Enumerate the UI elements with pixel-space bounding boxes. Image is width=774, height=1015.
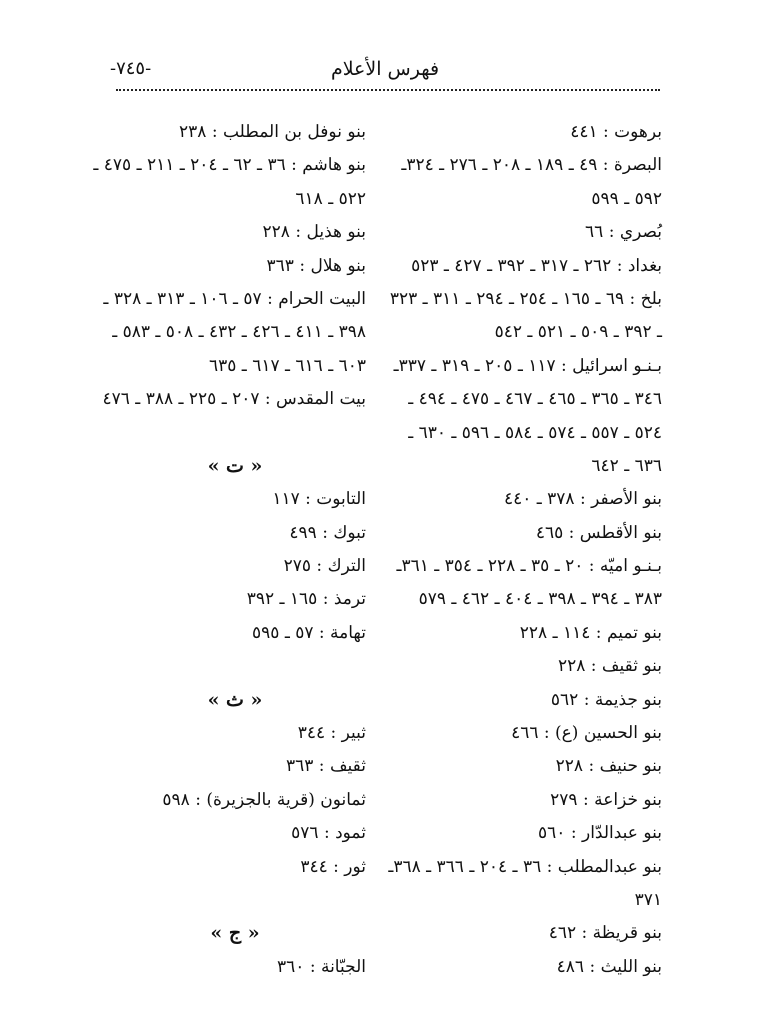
letter-heading-tha: « ث » bbox=[207, 688, 263, 711]
index-entry: بيت المقدس : ٢٠٧ ـ ٢٢٥ ـ ٣٨٨ ـ ٤٧٦ bbox=[102, 389, 366, 410]
index-entry-continuation: ٦٣٦ ـ ٦٤٢ bbox=[591, 455, 662, 476]
index-entry: بنو هلال : ٣٦٣ bbox=[266, 255, 366, 276]
index-entry-continuation: ٥٢٤ ـ ٥٥٧ ـ ٥٧٤ ـ ٥٨٤ ـ ٥٩٦ ـ ٦٣٠ ـ bbox=[408, 422, 662, 443]
index-entry-continuation: ٣٨٣ ـ ٣٩٤ ـ ٣٩٨ ـ ٤٠٤ ـ ٤٦٢ ـ ٥٧٩ bbox=[418, 589, 662, 610]
index-entry: بلخ : ٦٩ ـ ١٦٥ ـ ٢٥٤ ـ ٢٩٤ ـ ٣١١ ـ ٣٢٣ bbox=[389, 288, 662, 309]
index-entry-continuation: ٥٩٢ ـ ٥٩٩ bbox=[591, 188, 662, 209]
index-entry: بنو تميم : ١١٤ ـ ٢٢٨ bbox=[519, 622, 662, 643]
index-entry: الجبّانة : ٣٦٠ bbox=[277, 956, 366, 977]
index-entry: بنو الأقطس : ٤٦٥ bbox=[535, 522, 662, 543]
index-entry: بنو عبدالدّار : ٥٦٠ bbox=[538, 823, 662, 844]
index-entry: بنو حنيف : ٢٢٨ bbox=[555, 756, 662, 777]
index-entry: ثمانون (قرية بالجزيرة) : ٥٩٨ bbox=[162, 789, 366, 810]
index-entry: تبوك : ٤٩٩ bbox=[289, 522, 366, 543]
index-entry: بنو الحسين (ع) : ٤٦٦ bbox=[511, 723, 662, 744]
index-entry: البصرة : ٤٩ ـ ١٨٩ ـ ٢٠٨ ـ ٢٧٦ ـ ٣٢٤ـ bbox=[401, 155, 662, 176]
letter-heading-ta: « ت » bbox=[207, 454, 263, 477]
index-entry: التابوت : ١١٧ bbox=[272, 489, 366, 510]
spacer bbox=[104, 884, 366, 917]
index-entry: تهامة : ٥٧ ـ ٥٩٥ bbox=[252, 622, 366, 643]
index-entry: ثقيف : ٣٦٣ bbox=[286, 756, 366, 777]
spacer bbox=[104, 417, 366, 450]
index-entry-continuation: ٣٤٦ ـ ٣٦٥ ـ ٤٦٥ ـ ٤٦٧ ـ ٤٧٥ ـ ٤٩٤ ـ bbox=[408, 389, 662, 410]
index-entry: الترك : ٢٧٥ bbox=[283, 556, 366, 577]
index-entry: ثبير : ٣٤٤ bbox=[297, 723, 366, 744]
index-entry-continuation: ٦٠٣ ـ ٦١٦ ـ ٦١٧ ـ ٦٣٥ bbox=[208, 355, 366, 376]
index-entry: بنو الليث : ٤٨٦ bbox=[556, 956, 662, 977]
index-entry-continuation: ـ ٣٩٢ ـ ٥٠٩ ـ ٥٢١ ـ ٥٤٢ bbox=[494, 322, 662, 343]
index-entry: بنو قريظة : ٤٦٢ bbox=[548, 923, 662, 944]
header-divider bbox=[116, 89, 660, 91]
index-entry: بغداد : ٢٦٢ ـ ٣١٧ ـ ٣٩٢ ـ ٤٢٧ ـ ٥٢٣ bbox=[411, 255, 662, 276]
index-entry: بـنـو اسرائيل : ١١٧ ـ ٢٠٥ ـ ٣١٩ ـ ٣٣٧ـ bbox=[393, 355, 662, 376]
index-entry: بنو هاشم : ٣٦ ـ ٦٢ ـ ٢٠٤ ـ ٢١١ ـ ٤٧٥ ـ bbox=[93, 155, 366, 176]
index-column-right bbox=[388, 116, 662, 984]
index-entry-continuation: ٥٢٢ ـ ٦١٨ bbox=[295, 188, 366, 209]
page-header bbox=[110, 58, 660, 88]
index-entry: بنو عبدالمطلب : ٣٦ ـ ٢٠٤ ـ ٣٦٦ ـ ٣٦٨ـ bbox=[388, 856, 662, 877]
index-column-left bbox=[93, 116, 366, 984]
index-entry: ترمذ : ١٦٥ ـ ٣٩٢ bbox=[246, 589, 366, 610]
page-number: -٧٤٥- bbox=[110, 58, 152, 79]
index-entry: بنو نوفل بن المطلب : ٢٣٨ bbox=[179, 122, 366, 142]
index-entry-continuation: ٣٩٨ ـ ٤١١ ـ ٤٢٦ ـ ٤٣٢ ـ ٥٠٨ ـ ٥٨٣ ـ bbox=[112, 322, 366, 343]
index-entry: بُصري : ٦٦ bbox=[585, 222, 662, 243]
index-entry: ثور : ٣٤٤ bbox=[300, 856, 366, 877]
running-title: فهرس الأعلام bbox=[330, 58, 440, 80]
index-entry: بـنـو اميّه : ٢٠ ـ ٣٥ ـ ٢٢٨ ـ ٣٥٤ ـ ٣٦١ـ bbox=[396, 556, 662, 577]
letter-heading-jim: « ج » bbox=[210, 922, 260, 945]
index-entry: برهوت : ٤٤١ bbox=[570, 122, 662, 142]
spacer bbox=[104, 650, 366, 683]
index-entry: بنو خزاعة : ٢٧٩ bbox=[550, 789, 662, 810]
index-entry: بنو جذيمة : ٥٦٢ bbox=[550, 689, 662, 710]
index-entry: بنو ثقيف : ٢٢٨ bbox=[557, 656, 662, 677]
index-entry: ثمود : ٥٧٦ bbox=[291, 823, 366, 844]
index-entry-continuation: ٣٧١ bbox=[634, 889, 662, 910]
index-entry: بنو الأصفر : ٣٧٨ ـ ٤٤٠ bbox=[503, 489, 662, 510]
index-entry: البيت الحرام : ٥٧ ـ ١٠٦ ـ ٣١٣ ـ ٣٢٨ ـ bbox=[103, 288, 366, 309]
index-entry: بنو هذيل : ٢٢٨ bbox=[262, 222, 366, 243]
